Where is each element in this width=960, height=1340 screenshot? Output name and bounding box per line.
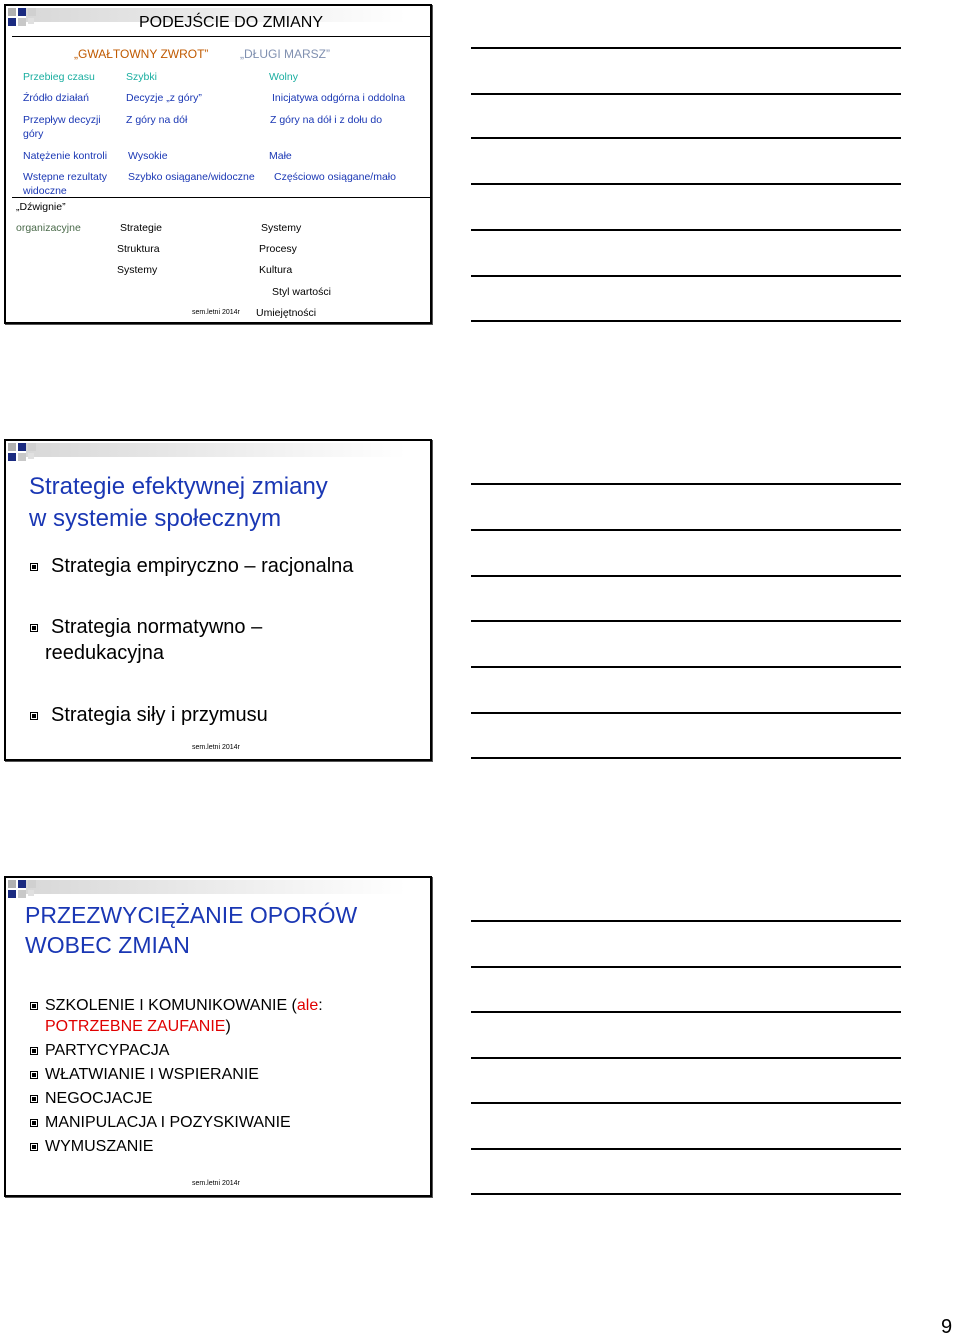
bullet-square <box>30 1002 38 1010</box>
notes-line <box>471 1057 901 1059</box>
lever-left: Systemy <box>117 264 158 276</box>
bullet-square <box>30 1095 38 1103</box>
notes-line <box>471 1011 901 1013</box>
slide-title-line: WOBEC ZMIAN <box>25 932 190 958</box>
slide-footer: sem.letni 2014r <box>192 744 240 751</box>
lever-right: Kultura <box>259 264 293 276</box>
row-left: Szybko osiągane/widoczne <box>128 171 255 183</box>
notes-line <box>471 966 901 968</box>
bullet-text-highlight: ale <box>296 997 319 1014</box>
row-right: Małe <box>269 150 292 162</box>
row-label: Wstępne rezultaty <box>23 171 108 183</box>
notes-line <box>471 229 901 231</box>
notes-line <box>471 1193 901 1195</box>
divider <box>12 197 432 198</box>
bullet-square <box>30 624 38 632</box>
header-right: „DŁUGI MARSZ” <box>240 47 330 61</box>
notes-line <box>471 183 901 185</box>
notes-line <box>471 275 901 277</box>
notes-line <box>471 483 901 485</box>
bullet-text: Strategia empiryczno – racjonalna <box>51 555 354 577</box>
bullet-square <box>30 712 38 720</box>
row-left: Wysokie <box>128 150 168 162</box>
row-right: Inicjatywa odgórna i oddolna <box>272 92 406 104</box>
notes-line <box>471 712 901 714</box>
notes-line <box>471 529 901 531</box>
notes-line <box>471 757 901 759</box>
notes-line <box>471 137 901 139</box>
bullet-text-highlight: POTRZEBNE ZAUFANIE <box>45 1018 226 1035</box>
notes-line <box>471 666 901 668</box>
slide-1 <box>4 4 432 324</box>
notes-line <box>471 575 901 577</box>
notes-line <box>471 920 901 922</box>
row-right: Wolny <box>269 71 298 83</box>
lever-right: Styl wartości <box>272 286 331 298</box>
bullet-text: NEGOCJACJE <box>45 1090 153 1107</box>
bullet-square <box>30 1143 38 1151</box>
bullet-text: WYMUSZANIE <box>45 1138 154 1155</box>
bullet-text-cont: reedukacyjna <box>45 642 164 664</box>
notes-line <box>471 1148 901 1150</box>
lever-left: Strategie <box>120 222 163 234</box>
levers-title: „Dźwignie” <box>16 201 66 213</box>
notes-line <box>471 320 901 322</box>
bullet-text <box>45 997 323 1015</box>
levers-label: organizacyjne <box>16 222 81 234</box>
row-label: Przebieg czasu <box>23 71 95 83</box>
lever-left: Struktura <box>117 243 160 255</box>
bullet-square <box>30 1071 38 1079</box>
row-left: Decyzje „z góry” <box>126 92 202 104</box>
slide-title-line: w systemie społecznym <box>29 505 282 532</box>
lever-right: Umiejętności <box>256 307 317 319</box>
bullet-text: PARTYCYPACJA <box>45 1042 170 1059</box>
slide-title: PODEJŚCIE DO ZMIANY <box>139 14 324 31</box>
notes-line <box>471 1102 901 1104</box>
bullet-text-part: ) <box>225 1018 231 1035</box>
bullet-text-part: SZKOLENIE I KOMUNIKOWANIE ( <box>45 997 297 1014</box>
bullet-text: MANIPULACJA I POZYSKIWANIE <box>45 1114 291 1131</box>
bullet-text: WŁATWIANIE I WSPIERANIE <box>45 1066 259 1083</box>
slide-footer: sem.letni 2014r <box>192 1180 240 1187</box>
bullet-text: Strategia siły i przymusu <box>51 704 268 726</box>
page-number: 9 <box>941 1316 953 1338</box>
bullet-square <box>30 1047 38 1055</box>
slide-2 <box>4 439 432 761</box>
row-label-cont: góry <box>23 128 44 140</box>
row-label: Przepływ decyzji <box>23 114 101 126</box>
bullet-square <box>30 563 38 571</box>
bullet-text: Strategia normatywno – <box>51 616 263 638</box>
notes-line <box>471 620 901 622</box>
bullet-square <box>30 1119 38 1127</box>
bullet-text-cont <box>45 1018 231 1036</box>
slide-title-line: Strategie efektywnej zmiany <box>29 473 328 500</box>
row-label: Natężenie kontroli <box>23 150 108 162</box>
lever-right: Systemy <box>261 222 302 234</box>
row-label-cont: widoczne <box>23 185 67 197</box>
lever-right: Procesy <box>259 243 297 255</box>
row-left: Z góry na dół <box>126 114 188 126</box>
notes-line <box>471 47 901 49</box>
slide-footer: sem.letni 2014r <box>192 309 240 316</box>
row-label: Źródło działań <box>23 92 89 104</box>
slide-title-line: PRZEZWYCIĘŻANIE OPORÓW <box>25 902 358 928</box>
notes-line <box>471 93 901 95</box>
bullet-text-part: : <box>318 997 323 1014</box>
divider <box>12 36 432 37</box>
slide-decoration <box>6 441 406 477</box>
row-right: Z góry na dół i z dołu do <box>270 114 383 126</box>
header-left: „GWAŁTOWNY ZWROT” <box>74 47 209 61</box>
row-left: Szybki <box>126 71 157 83</box>
slide-3 <box>4 876 432 1197</box>
row-right: Częściowo osiągane/mało <box>274 171 396 183</box>
